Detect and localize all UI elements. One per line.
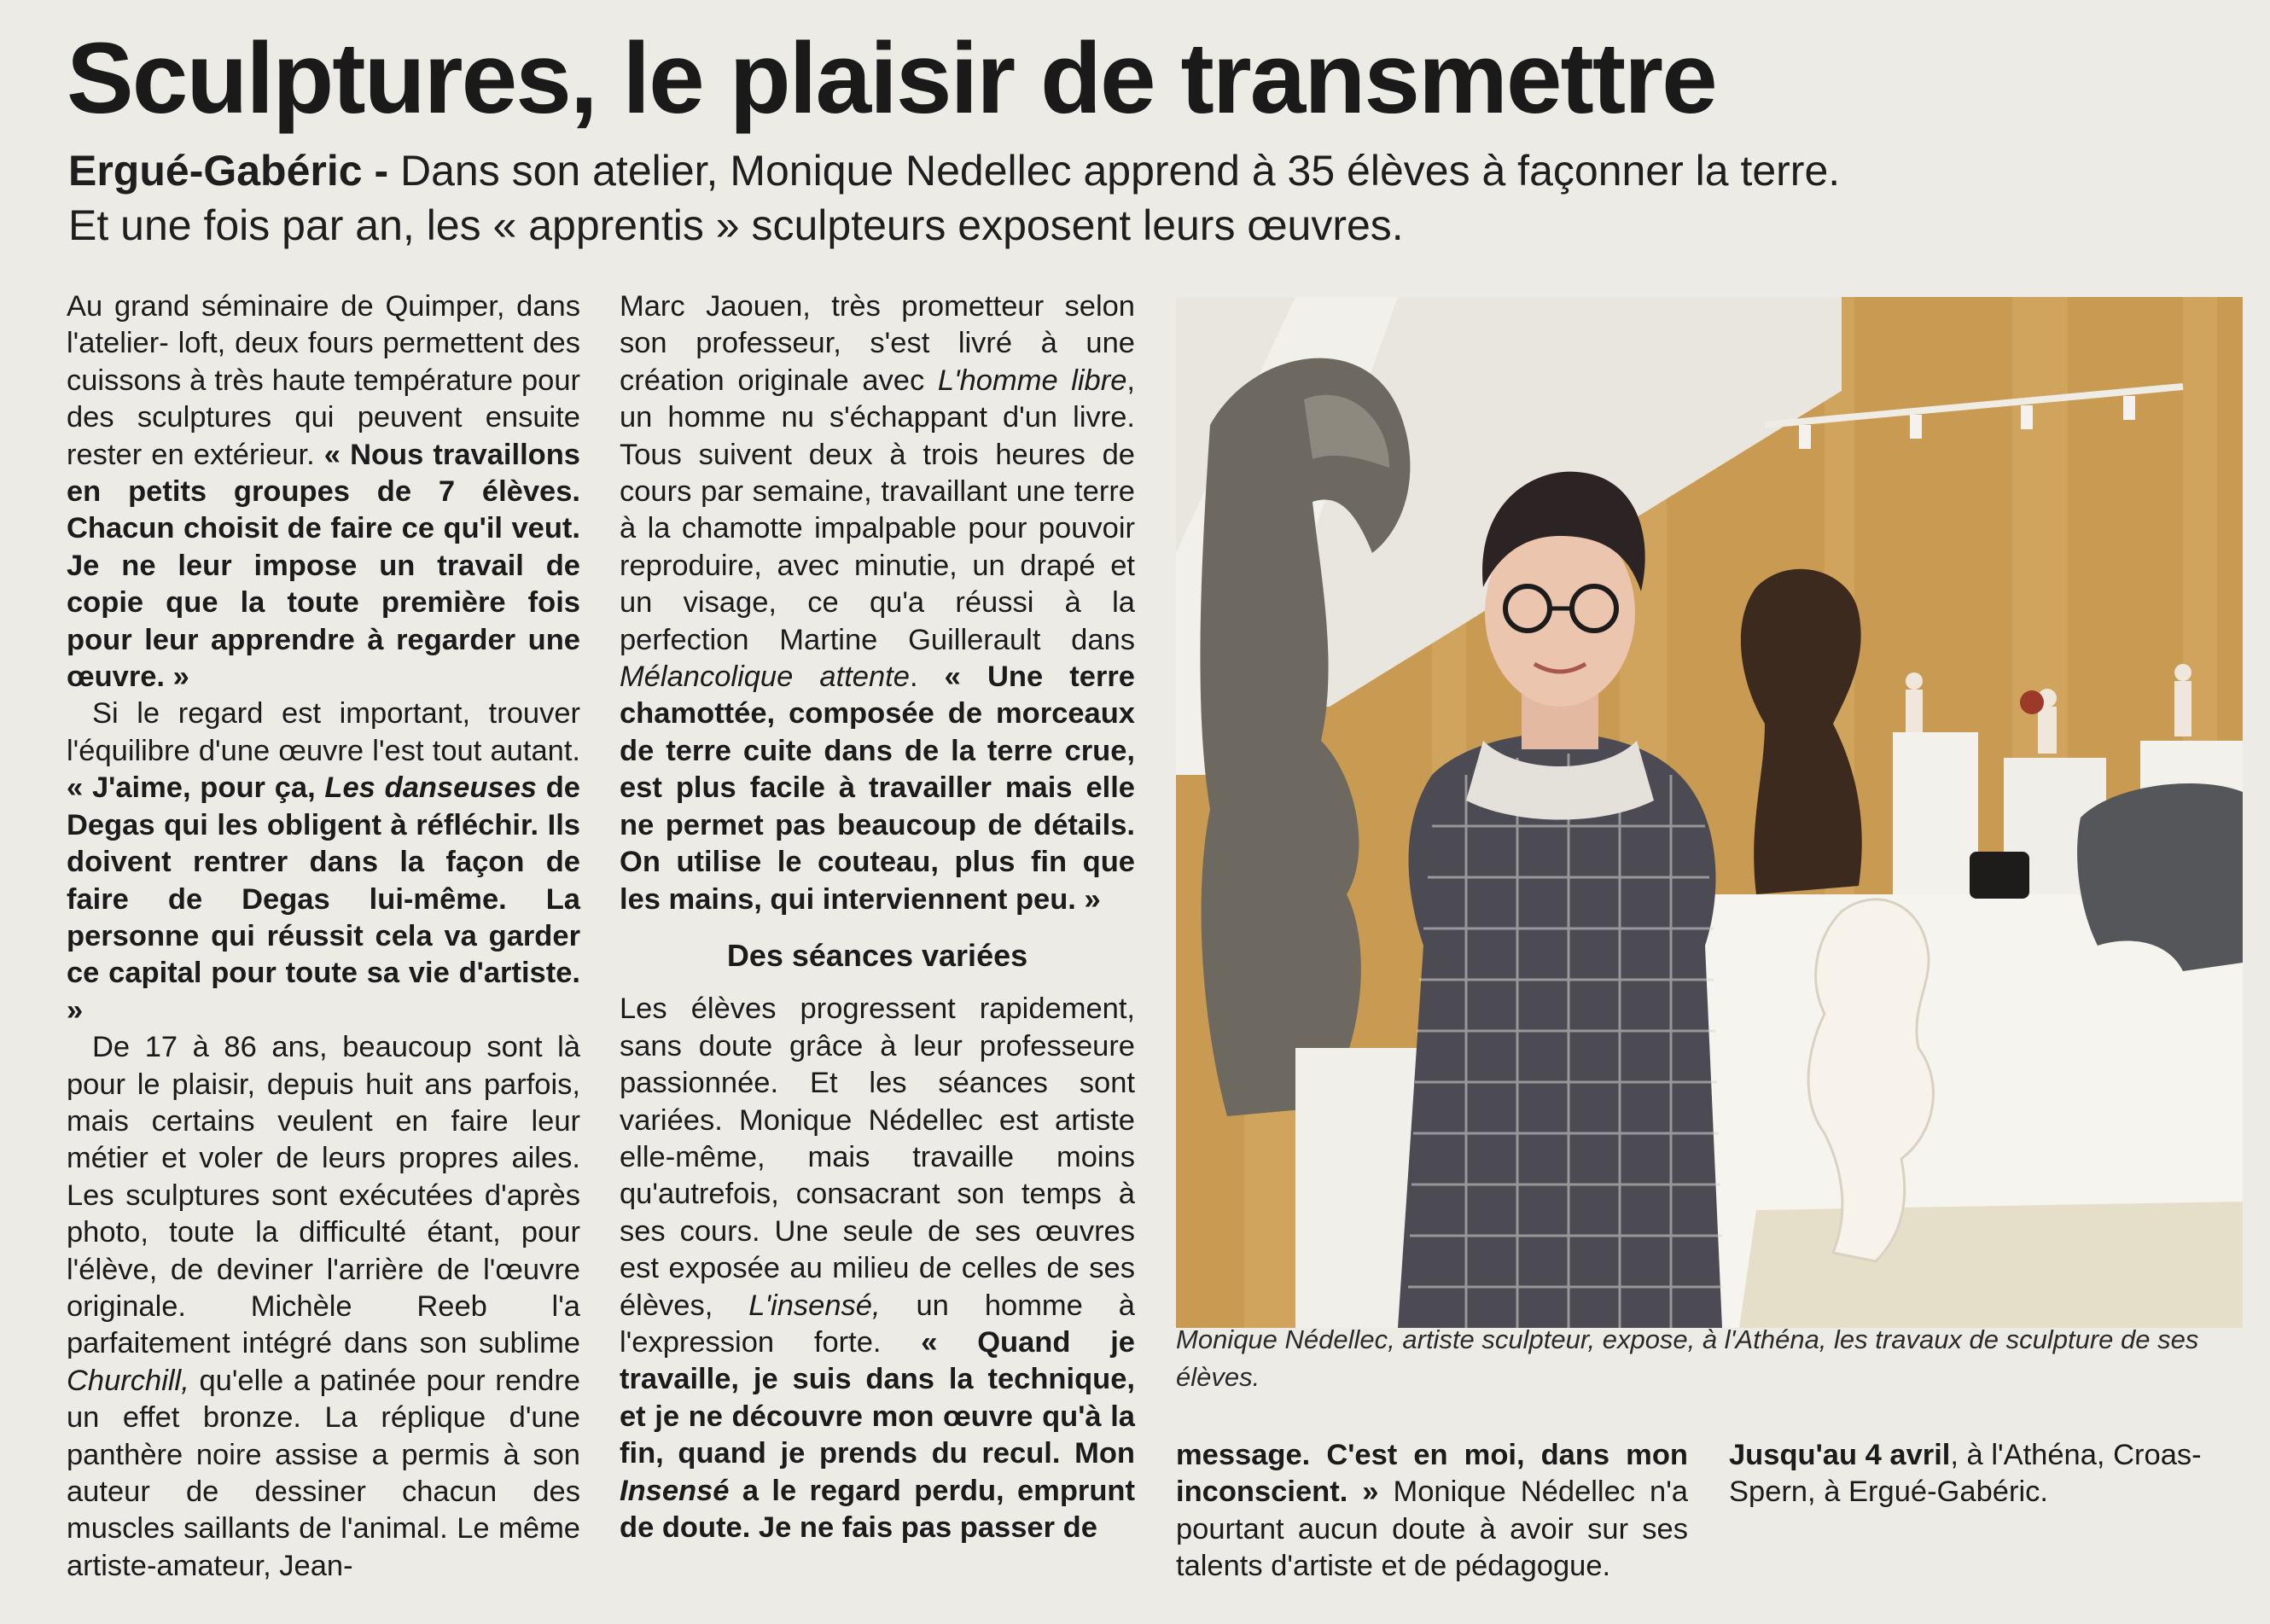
section-subheading: Des séances variées [726, 937, 1028, 973]
paragraph [1176, 1437, 1688, 1586]
rhino-sculpture [2077, 783, 2243, 971]
quote-text: « Une terre chamottée, composée de morceaux de terre cuite dans de la terre crue, est plus facile à travailler mais elle ne permet pas beaucoup de détails. On utilise le couteau, plus fin que les mains, qui interviennent peu. » [620, 661, 1135, 916]
quote-text: « Quand je travaille, je suis dans la technique, et je ne découvre mon œuvre qu'à la fin, quand je prends du recul. Mon [620, 1325, 1135, 1470]
body-text: un homme à l'expression forte. [620, 1289, 1135, 1359]
body-text: Si le regard est important, trouver l'équilibre d'une œuvre l'est tout autant. [67, 697, 580, 767]
article-photo [1176, 297, 2243, 1328]
quote-text: « Nous travaillons en petits groupes de 7 élèves. Chacun choisit de faire ce qu'il veut. Je ne leur impose un travail de copie que la toute première fois pour leur apprendre à regarder une œuvre. » [67, 438, 580, 694]
article-headline: Sculptures, le plaisir de transmettre [67, 22, 1716, 135]
quote-text: a le regard perdu, emprunt de doute. Je ne fais pas passer de [620, 1474, 1135, 1544]
paragraph [67, 696, 580, 1029]
dateline-location: Ergué-Gabéric - [68, 147, 389, 195]
article-standfirst [68, 143, 2236, 253]
quote-text: de Degas qui les obligent à réfléchir. Ils doivent rentrer dans la façon de faire de Degas lui-même. La personne qui réussit cela va garder ce capital pour toute sa vie d'artiste. » [67, 771, 580, 1027]
article-column-3 [1176, 1437, 1688, 1586]
body-text: , un homme nu s'échappant d'un livre. Tous suivent deux à trois heures de cours par semaine, travaillant une terre à la chamotte impalpable pour pouvoir reproduire, avec minutie, un drapé et un visage, ce qu'a réussi à la perfection Martine Guillerault dans [620, 364, 1136, 656]
standfirst-line-2: Et une fois par an, les « apprentis » sculpteurs exposent leurs œuvres. [68, 201, 1404, 249]
artwork-title: Mélancolique attente [620, 661, 910, 694]
artwork-title: Les danseuses [324, 771, 537, 805]
quote-text: message. C'est en moi, dans mon inconscient. » [1176, 1439, 1688, 1509]
quote-text: « J'aime, pour ça, [67, 771, 325, 805]
artwork-title: L'insensé, [748, 1289, 881, 1322]
article-column-2 [620, 288, 1135, 1546]
paragraph [620, 288, 1135, 918]
paragraph [620, 991, 1135, 1546]
artwork-title: Insensé [620, 1474, 730, 1507]
body-text: . [909, 661, 945, 694]
artwork-title: Churchill, [67, 1364, 189, 1397]
artwork-title: L'homme libre [937, 364, 1127, 397]
body-text: De 17 à 86 ans, beaucoup sont là pour le plaisir, depuis huit ans parfois, mais certains veulent en faire leur métier et voler de leurs propres ailes. Les sculptures sont exécutées d'après photo, toute la difficulté étant, pour l'élève, de deviner l'arrière de l'œuvre originale. Michèle Reeb l'a parfaitement intégré dans son sublime [67, 1031, 580, 1360]
photo-caption: Monique Nédellec, artiste sculpteur, expose, à l'Athéna, les travaux de sculpture de ses élèves. [1176, 1324, 2199, 1392]
body-text: qu'elle a patinée pour rendre un effet bronze. La réplique d'une panthère noire assise a permis à son auteur de dessiner chacun des muscles saillants de l'animal. Le même artiste-amateur, Jean- [67, 1364, 580, 1582]
event-date: Jusqu'au 4 avril [1729, 1439, 1951, 1471]
body-text: Marc Jaouen, très prometteur selon son professeur, s'est livré à une création originale avec [620, 290, 1135, 397]
body-text: Au grand séminaire de Quimper, dans l'atelier- loft, deux fours permettent des cuissons à très haute température pour des sculptures qui peuvent ensuite rester en extérieur. [67, 290, 580, 471]
event-venue: , à l'Athéna, Croas-Spern, à Ergué-Gabéric. [1729, 1439, 2202, 1509]
black-bowl [1970, 852, 2029, 899]
paragraph [67, 1029, 580, 1585]
body-text: Monique Nédellec n'a pourtant aucun doute à avoir sur ses talents d'artiste et de pédagogue. [1176, 1476, 1688, 1583]
practical-info [1729, 1437, 2234, 1511]
photo-illustration [1176, 297, 2243, 1328]
paragraph [67, 288, 580, 696]
body-text: Les élèves progressent rapidement, sans doute grâce à leur professeure passionnée. Et les séances sont variées. Monique Nédellec est artiste elle-même, mais travaille moins qu'autrefois, consacrant son temps à ses cours. Une seule de ses œuvres est exposée au milieu de celles de ses élèves, [620, 992, 1135, 1322]
paragraph [1729, 1437, 2234, 1511]
standfirst-line-1: Dans son atelier, Monique Nedellec apprend à 35 élèves à façonner la terre. [388, 147, 1841, 195]
plinth [1893, 732, 1978, 920]
article-column-1 [67, 288, 580, 1585]
